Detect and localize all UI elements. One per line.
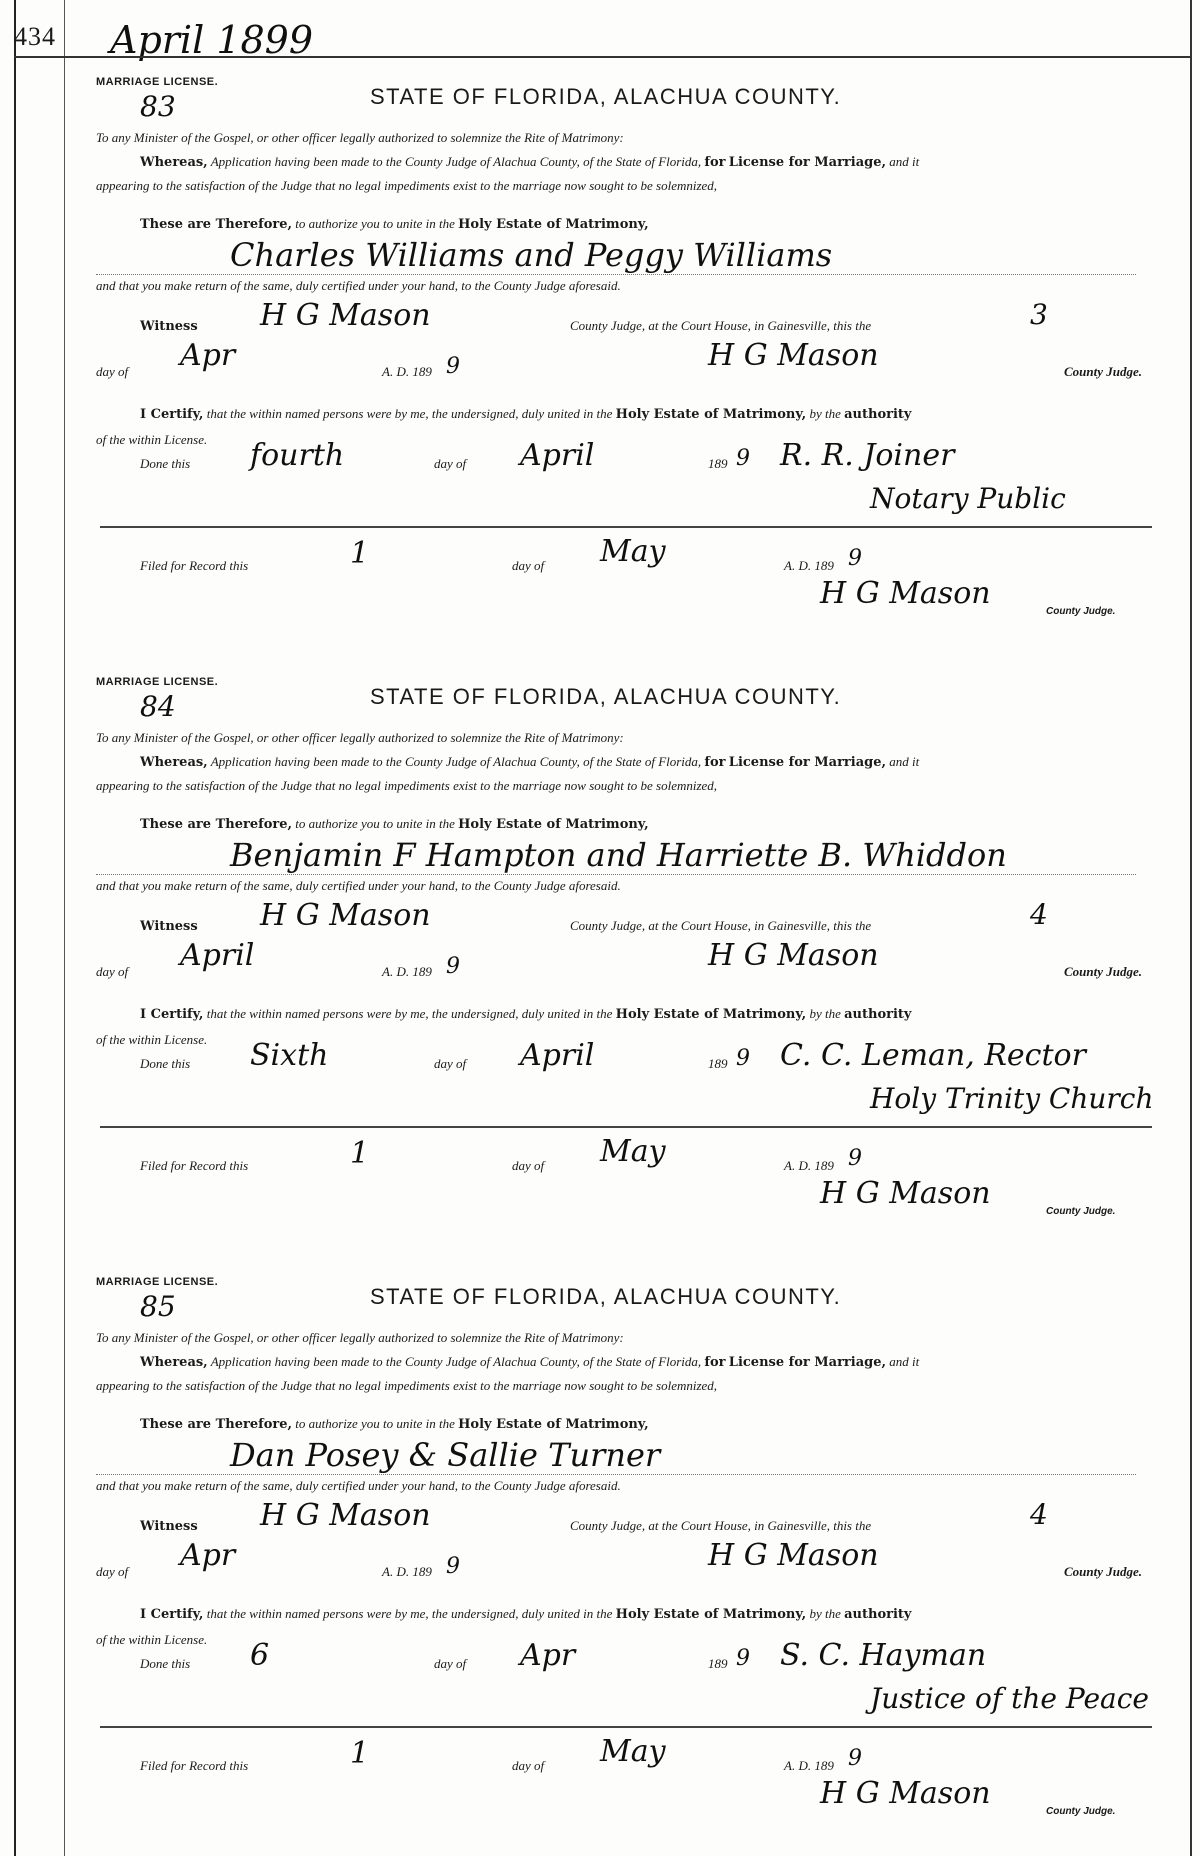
holy-estate-label-2: Holy Estate of Matrimony, — [615, 1607, 807, 1622]
filed-signature: H G Mason — [820, 1176, 991, 1211]
these-are-therefore-line — [140, 816, 649, 832]
by-the-text: by the — [809, 406, 841, 421]
form-title: STATE OF FLORIDA, ALACHUA COUNTY. — [370, 84, 842, 109]
whereas-line — [140, 154, 919, 170]
day-of-label: day of — [96, 364, 129, 379]
ad-label-2: A. D. 189 — [784, 1758, 834, 1773]
filed-for-record-label: Filed for Record this — [140, 1758, 249, 1773]
filed-year-digit: 9 — [848, 1746, 862, 1771]
these-label: These are Therefore, — [140, 1417, 293, 1432]
these-are-therefore-line — [140, 216, 649, 232]
officiant-title: Justice of the Peace — [870, 1682, 1149, 1715]
done-year-digit: 9 — [736, 1046, 750, 1071]
officiant-title: Notary Public — [870, 482, 1066, 515]
day-of-label-3: day of — [512, 1158, 545, 1173]
filed-for-record-label: Filed for Record this — [140, 558, 249, 573]
authorize-text: to authorize you to unite in the — [295, 216, 455, 231]
certify-line — [140, 1606, 911, 1622]
officiant-signature: C. C. Leman, Rector — [780, 1038, 1086, 1073]
within-license-text: of the within License. — [96, 432, 208, 447]
done-day: Sixth — [250, 1038, 329, 1073]
page-binding-edge — [14, 0, 16, 1856]
license-for-marriage-label: License for Marriage, — [728, 755, 887, 770]
couple-names: Dan Posey & Sallie Turner — [230, 1436, 661, 1474]
done-month: Apr — [520, 1638, 576, 1673]
authorize-text: to authorize you to unite in the — [295, 816, 455, 831]
issued-year-digit: 9 — [446, 1554, 460, 1579]
witness-label — [140, 1518, 198, 1534]
day-of-label-2: day of — [434, 1056, 467, 1071]
certify-text: that the within named persons were by me, the undersigned, duly united in the — [206, 406, 613, 421]
day-of-label-3: day of — [512, 558, 545, 573]
couple-names: Charles Williams and Peggy Williams — [230, 236, 833, 274]
judge-signature: H G Mason — [708, 338, 879, 373]
these-label: These are Therefore, — [140, 817, 293, 832]
county-judge-text: County Judge, at the Court House, in Gainesville, this the — [570, 918, 872, 933]
certify-label: I Certify, — [140, 1607, 204, 1622]
witness-signature: H G Mason — [260, 1498, 431, 1533]
whereas-text: Application having been made to the County Judge of Alachua County, of the State of Florida, — [210, 754, 702, 769]
page-header-date: April 1899 — [110, 18, 314, 62]
for-label: for — [704, 755, 726, 770]
whereas-label: Whereas, — [140, 1355, 208, 1370]
filed-month: May — [600, 1134, 666, 1169]
holy-estate-label-2: Holy Estate of Matrimony, — [615, 407, 807, 422]
done-year-digit: 9 — [736, 446, 750, 471]
to-minister-text: To any Minister of the Gospel, or other officer legally authorized to solemnize the Rite of Matrimony: — [96, 1330, 624, 1345]
done-year-prefix: 189 — [708, 456, 728, 471]
certify-line — [140, 1006, 911, 1022]
license-label: MARRIAGE LICENSE. — [96, 676, 219, 688]
holy-estate-label: Holy Estate of Matrimony, — [458, 1417, 649, 1432]
ad-label: A. D. 189 — [382, 364, 432, 379]
filed-day: 1 — [350, 536, 370, 571]
whereas-label: Whereas, — [140, 155, 208, 170]
day-of-label: day of — [96, 964, 129, 979]
page-right-edge — [1190, 0, 1192, 1856]
holy-estate-label: Holy Estate of Matrimony, — [458, 817, 649, 832]
done-this-label: Done this — [140, 1656, 191, 1671]
holy-estate-label-2: Holy Estate of Matrimony, — [615, 1007, 807, 1022]
license-for-marriage-label: License for Marriage, — [728, 1355, 887, 1370]
done-month: April — [520, 438, 595, 473]
filed-signature: H G Mason — [820, 1776, 991, 1811]
whereas-label: Whereas, — [140, 755, 208, 770]
whereas-line — [140, 1354, 919, 1370]
form-title: STATE OF FLORIDA, ALACHUA COUNTY. — [370, 684, 842, 709]
officiant-signature: S. C. Hayman — [780, 1638, 987, 1673]
filed-month: May — [600, 534, 666, 569]
issued-year-digit: 9 — [446, 954, 460, 979]
judge-signature: H G Mason — [708, 938, 879, 973]
filed-signature: H G Mason — [820, 576, 991, 611]
certify-text: that the within named persons were by me, the undersigned, duly united in the — [206, 1006, 613, 1021]
for-label: for — [704, 155, 726, 170]
county-judge-text: County Judge, at the Court House, in Gainesville, this the — [570, 1518, 872, 1533]
authorize-text: to authorize you to unite in the — [295, 1416, 455, 1431]
ad-label: A. D. 189 — [382, 1564, 432, 1579]
ad-label-2: A. D. 189 — [784, 558, 834, 573]
appearing-text: appearing to the satisfaction of the Judge that no legal impediments exist to the marriage now sought to be solemnized, — [96, 778, 718, 793]
appearing-text: appearing to the satisfaction of the Judge that no legal impediments exist to the marriage now sought to be solemnized, — [96, 178, 718, 193]
authority-label: authority — [844, 1607, 912, 1622]
done-day: fourth — [250, 438, 345, 473]
page-number: 434 — [14, 22, 56, 51]
done-month: April — [520, 1038, 595, 1073]
return-text: and that you make return of the same, duly certified under your hand, to the County Judge aforesaid. — [96, 278, 621, 293]
filed-year-digit: 9 — [848, 1146, 862, 1171]
these-label: These are Therefore, — [140, 217, 293, 232]
county-judge-small: County Judge. — [1046, 1206, 1116, 1217]
license-number: 85 — [140, 1290, 176, 1323]
issued-day: 4 — [1030, 1498, 1048, 1531]
witness-word: Witness — [140, 919, 198, 934]
county-judge-small: County Judge. — [1046, 1806, 1116, 1817]
record-rule — [100, 1126, 1152, 1128]
authority-label: authority — [844, 407, 912, 422]
filed-month: May — [600, 1734, 666, 1769]
record-rule — [100, 526, 1152, 528]
license-label: MARRIAGE LICENSE. — [96, 1276, 219, 1288]
to-minister-text: To any Minister of the Gospel, or other officer legally authorized to solemnize the Rite of Matrimony: — [96, 730, 624, 745]
issued-month: April — [180, 938, 255, 973]
names-line — [96, 874, 1136, 875]
filed-for-record-label: Filed for Record this — [140, 1158, 249, 1173]
witness-signature: H G Mason — [260, 298, 431, 333]
done-this-label: Done this — [140, 1056, 191, 1071]
license-label: MARRIAGE LICENSE. — [96, 76, 219, 88]
for-label: for — [704, 1355, 726, 1370]
certify-line — [140, 406, 911, 422]
county-judge-label: County Judge. — [1064, 964, 1143, 979]
whereas-line — [140, 754, 919, 770]
return-text: and that you make return of the same, duly certified under your hand, to the County Judge aforesaid. — [96, 1478, 621, 1493]
names-line — [96, 274, 1136, 275]
filed-day: 1 — [350, 1736, 370, 1771]
by-the-text: by the — [809, 1606, 841, 1621]
license-number: 84 — [140, 690, 176, 723]
done-year-prefix: 189 — [708, 1056, 728, 1071]
couple-names: Benjamin F Hampton and Harriette B. Whiddon — [230, 836, 1007, 874]
county-judge-label: County Judge. — [1064, 1564, 1143, 1579]
appearing-text: appearing to the satisfaction of the Judge that no legal impediments exist to the marriage now sought to be solemnized, — [96, 1378, 718, 1393]
certify-label: I Certify, — [140, 1007, 204, 1022]
whereas-text: Application having been made to the County Judge of Alachua County, of the State of Florida, — [210, 154, 702, 169]
license-for-marriage-label: License for Marriage, — [728, 155, 887, 170]
license-number: 83 — [140, 90, 176, 123]
ad-label: A. D. 189 — [382, 964, 432, 979]
header-rule — [14, 56, 1192, 58]
witness-word: Witness — [140, 1519, 198, 1534]
witness-label — [140, 318, 198, 334]
form-title: STATE OF FLORIDA, ALACHUA COUNTY. — [370, 1284, 842, 1309]
record-rule — [100, 1726, 1152, 1728]
issued-month: Apr — [180, 1538, 236, 1573]
issued-day: 3 — [1030, 298, 1048, 331]
authority-label: authority — [844, 1007, 912, 1022]
certify-text: that the within named persons were by me, the undersigned, duly united in the — [206, 1606, 613, 1621]
witness-signature: H G Mason — [260, 898, 431, 933]
and-it-text: and it — [889, 1354, 920, 1369]
certify-label: I Certify, — [140, 407, 204, 422]
filed-day: 1 — [350, 1136, 370, 1171]
holy-estate-label: Holy Estate of Matrimony, — [458, 217, 649, 232]
ad-label-2: A. D. 189 — [784, 1158, 834, 1173]
done-year-digit: 9 — [736, 1646, 750, 1671]
county-judge-small: County Judge. — [1046, 606, 1116, 617]
within-license-text: of the within License. — [96, 1032, 208, 1047]
officiant-title: Holy Trinity Church — [870, 1082, 1154, 1115]
officiant-signature: R. R. Joiner — [780, 438, 955, 473]
judge-signature: H G Mason — [708, 1538, 879, 1573]
day-of-label-2: day of — [434, 1656, 467, 1671]
day-of-label-2: day of — [434, 456, 467, 471]
issued-year-digit: 9 — [446, 354, 460, 379]
done-year-prefix: 189 — [708, 1656, 728, 1671]
county-judge-text: County Judge, at the Court House, in Gainesville, this the — [570, 318, 872, 333]
issued-month: Apr — [180, 338, 236, 373]
return-text: and that you make return of the same, duly certified under your hand, to the County Judge aforesaid. — [96, 878, 621, 893]
and-it-text: and it — [889, 154, 920, 169]
page-margin-rule — [64, 0, 65, 1856]
issued-day: 4 — [1030, 898, 1048, 931]
county-judge-label: County Judge. — [1064, 364, 1143, 379]
names-line — [96, 1474, 1136, 1475]
witness-word: Witness — [140, 319, 198, 334]
done-this-label: Done this — [140, 456, 191, 471]
filed-year-digit: 9 — [848, 546, 862, 571]
witness-label — [140, 918, 198, 934]
within-license-text: of the within License. — [96, 1632, 208, 1647]
done-day: 6 — [250, 1638, 270, 1673]
day-of-label-3: day of — [512, 1758, 545, 1773]
and-it-text: and it — [889, 754, 920, 769]
whereas-text: Application having been made to the County Judge of Alachua County, of the State of Florida, — [210, 1354, 702, 1369]
day-of-label: day of — [96, 1564, 129, 1579]
by-the-text: by the — [809, 1006, 841, 1021]
these-are-therefore-line — [140, 1416, 649, 1432]
to-minister-text: To any Minister of the Gospel, or other officer legally authorized to solemnize the Rite of Matrimony: — [96, 130, 624, 145]
